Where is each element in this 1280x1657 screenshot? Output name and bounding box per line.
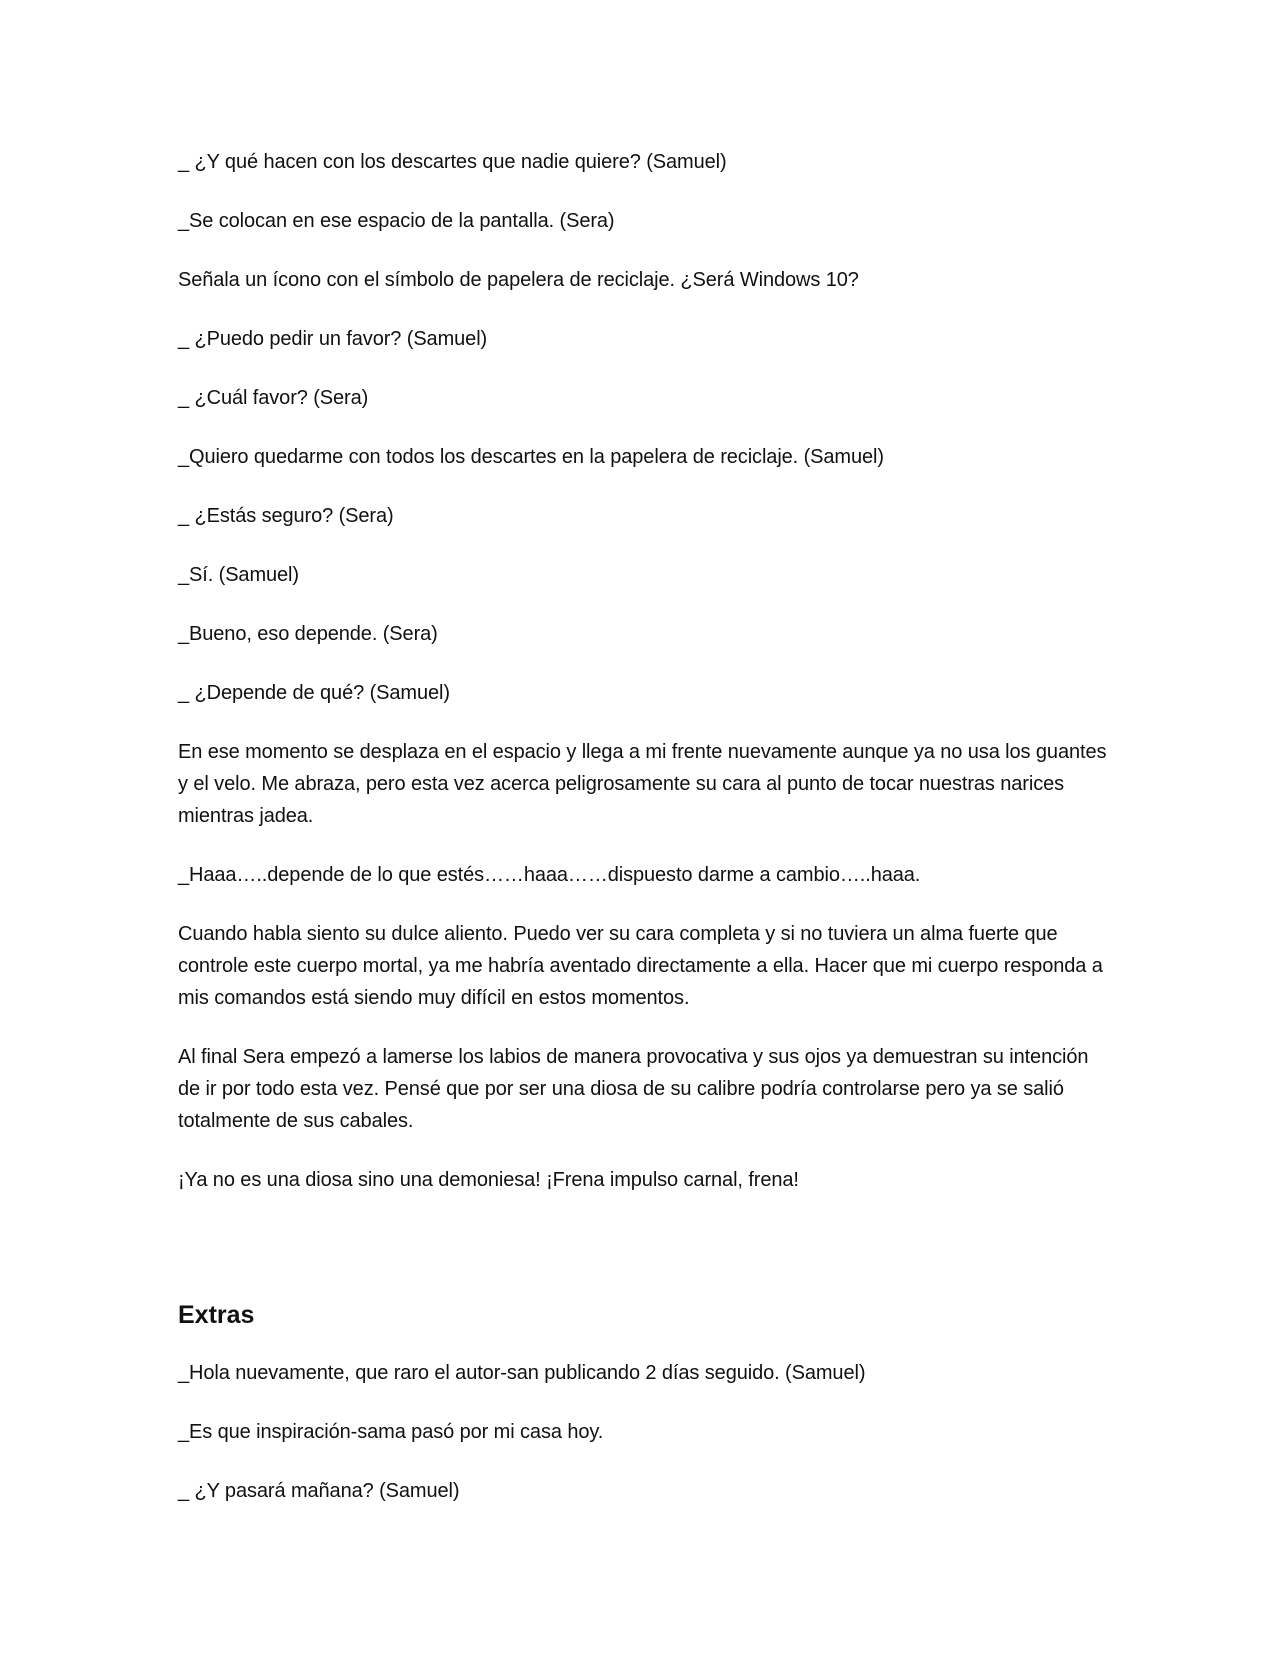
extras-dialogue-line: _Es que inspiración-sama pasó por mi casa hoy.: [178, 1421, 604, 1443]
dialogue-line: _ ¿Cuál favor? (Sera): [178, 387, 369, 409]
narration-paragraph: Cuando habla siento su dulce aliento. Puedo ver su cara completa y si no tuviera un alma fuerte que controle este cuerpo mortal, ya me habría aventado directamente a ella. Hacer que mi cuerpo responda a mis comandos está siendo muy difícil en estos momentos.: [178, 923, 1103, 1009]
narration-paragraph: Señala un ícono con el símbolo de papelera de reciclaje. ¿Será Windows 10?: [178, 269, 859, 291]
dialogue-line: _ ¿Estás seguro? (Sera): [178, 505, 394, 527]
dialogue-line: _ ¿Y qué hacen con los descartes que nadie quiere? (Samuel): [178, 151, 727, 173]
dialogue-line: _Bueno, eso depende. (Sera): [178, 623, 438, 645]
dialogue-line: _ ¿Depende de qué? (Samuel): [178, 682, 450, 704]
extras-dialogue-line: _ ¿Y pasará mañana? (Samuel): [178, 1480, 460, 1502]
dialogue-line: _Haaa…..depende de lo que estés……haaa……dispuesto darme a cambio…..haaa.: [178, 864, 921, 886]
extras-section: [178, 1357, 1108, 1534]
extras-dialogue-line: _Hola nuevamente, que raro el autor-san publicando 2 días seguido. (Samuel): [178, 1362, 866, 1384]
dialogue-line: _Sí. (Samuel): [178, 564, 299, 586]
extras-heading: Extras: [178, 1301, 255, 1329]
dialogue-line: _Quiero quedarme con todos los descartes en la papelera de reciclaje. (Samuel): [178, 446, 884, 468]
document-body: [178, 146, 1108, 1223]
narration-paragraph: En ese momento se desplaza en el espacio y llega a mi frente nuevamente aunque ya no usa los guantes y el velo. Me abraza, pero esta vez acerca peligrosamente su cara al punto de tocar nuestras narices mientras jadea.: [178, 741, 1107, 827]
dialogue-line: _Se colocan en ese espacio de la pantalla. (Sera): [178, 210, 615, 232]
narration-paragraph: ¡Ya no es una diosa sino una demoniesa! ¡Frena impulso carnal, frena!: [178, 1169, 799, 1191]
narration-paragraph: Al final Sera empezó a lamerse los labios de manera provocativa y sus ojos ya demuestran su intención de ir por todo esta vez. Pensé que por ser una diosa de su calibre podría controlarse pero ya se salió totalmente de sus cabales.: [178, 1046, 1089, 1132]
dialogue-line: _ ¿Puedo pedir un favor? (Samuel): [178, 328, 488, 350]
